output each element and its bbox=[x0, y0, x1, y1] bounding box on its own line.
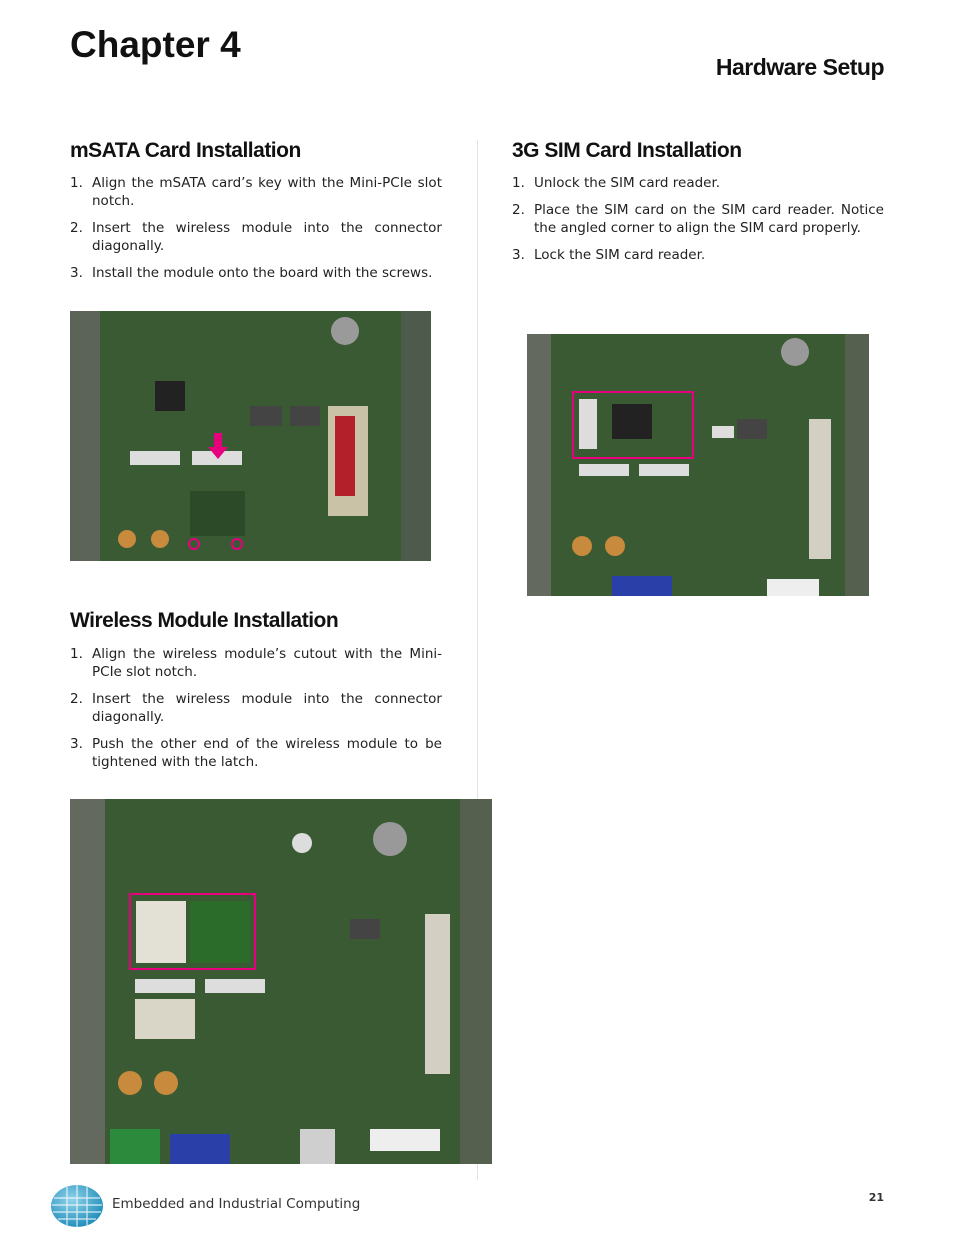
list-item: 2. Place the SIM card on the SIM card reader. Notice the angled corner to align the SIM card properly. bbox=[512, 202, 884, 236]
list-item: 1. Align the mSATA card’s key with the Mini-PCIe slot notch. bbox=[70, 175, 442, 209]
list-item: 3. Lock the SIM card reader. bbox=[512, 247, 706, 263]
list-item: 3. Install the module onto the board with the screws. bbox=[70, 265, 433, 281]
msata-board-photo bbox=[70, 311, 431, 561]
sim-heading: 3G SIM Card Installation bbox=[512, 139, 742, 162]
company-logo bbox=[50, 1183, 104, 1233]
list-item: 1. Align the wireless module’s cutout with the Mini-PCIe slot notch. bbox=[70, 646, 442, 680]
wireless-heading: Wireless Module Installation bbox=[70, 609, 339, 632]
list-item: 2. Insert the wireless module into the connector diagonally. bbox=[70, 691, 442, 725]
list-item: 1. Unlock the SIM card reader. bbox=[512, 175, 721, 191]
wireless-steps bbox=[70, 645, 442, 780]
msata-steps bbox=[70, 174, 442, 291]
list-item: 2. Insert the wireless module into the connector diagonally. bbox=[70, 220, 442, 254]
footer-text: Embedded and Industrial Computing bbox=[112, 1196, 361, 1212]
chapter-title: Chapter 4 bbox=[70, 24, 241, 65]
page-number: 21 bbox=[868, 1191, 884, 1204]
section-title: Hardware Setup bbox=[715, 54, 884, 80]
list-item: 3. Push the other end of the wireless module to be tightened with the latch. bbox=[70, 736, 442, 770]
wireless-board-photo bbox=[70, 799, 492, 1164]
sim-board-photo bbox=[527, 334, 869, 596]
msata-heading: mSATA Card Installation bbox=[70, 139, 301, 162]
sim-steps bbox=[512, 174, 884, 273]
